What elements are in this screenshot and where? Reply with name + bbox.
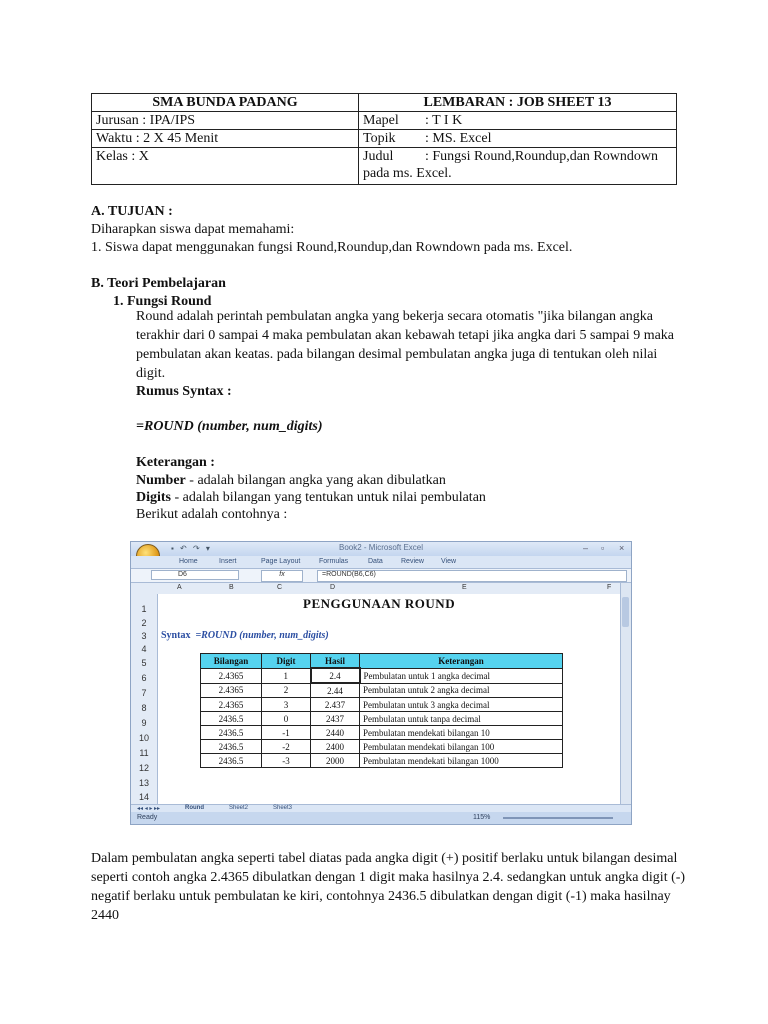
th-keterangan: Keterangan [360, 654, 563, 669]
cell-hasil: 2400 [311, 740, 360, 754]
row-13: 13 [138, 778, 149, 788]
row-14: 14 [138, 792, 149, 802]
table-row [201, 754, 563, 768]
mapel-cell [359, 112, 677, 130]
cell-keterangan: Pembulatan untuk 2 angka decimal [360, 683, 563, 698]
judul-value: : Fungsi Round,Roundup,dan Rowndown pada ms. Excel. [363, 149, 658, 181]
fungsi-round-heading: 1. Fungsi Round [113, 294, 212, 309]
sheet-tab-round: Round [185, 805, 204, 811]
section-a-heading: A. TUJUAN : [91, 204, 173, 219]
row-10: 10 [138, 733, 149, 743]
judul-label: Judul [363, 149, 394, 164]
tab-page-layout: Page Layout [261, 558, 301, 565]
cell-digit: 0 [262, 712, 311, 726]
rumus-label: Rumus Syntax : [136, 384, 232, 399]
sheet-tab-2: Sheet2 [229, 805, 249, 811]
row-2: 2 [141, 618, 147, 628]
status-ready: Ready [137, 814, 158, 821]
cell-keterangan: Pembulatan mendekati bilangan 1000 [360, 754, 563, 768]
cell-hasil-selected: 2.4 [311, 668, 360, 683]
closing-paragraph: Dalam pembulatan angka seperti tabel diatas pada angka digit (+) positif berlaku untuk bilangan desimal seperti contoh angka 2.4365 dibulatkan dengan 1 digit maka hasilnya 2.4. sedangkan untuk angka digit (-) negatif berlaku untuk pembulatan ke kiri, contohnya 2436.5 dibulatkan dengan digit (-1) maka hasilnay 2440 [91, 851, 686, 923]
syntax-text: =ROUND (number, num_digits) [136, 419, 323, 434]
sheet-tab-3: Sheet3 [273, 805, 293, 811]
row-6: 6 [141, 673, 147, 683]
ribbon-tabs [131, 556, 631, 568]
scroll-thumb [622, 597, 629, 627]
cell-keterangan: Pembulatan mendekati bilangan 100 [360, 740, 563, 754]
mapel-label: Mapel [363, 113, 399, 128]
th-hasil: Hasil [311, 654, 360, 669]
cell-bilangan: 2.4365 [201, 698, 262, 712]
row-headers [131, 594, 158, 804]
cell-bilangan: 2436.5 [201, 740, 262, 754]
cell-hasil: 2.437 [311, 698, 360, 712]
row-5: 5 [141, 658, 147, 668]
row-7: 7 [141, 688, 147, 698]
keterangan-label: Keterangan : [136, 455, 215, 470]
waktu-cell: Waktu : 2 X 45 Menit [92, 130, 359, 148]
cell-digit: -3 [262, 754, 311, 768]
table-row [201, 726, 563, 740]
mapel-value: : T I K [425, 113, 463, 128]
quick-access-toolbar: ▪ ↶ ↷ ▾ [171, 544, 212, 553]
row-1: 1 [141, 604, 147, 614]
sheet-heading: PENGGUNAAN ROUND [303, 596, 456, 611]
worksheet-grid [158, 594, 621, 804]
row-3: 3 [141, 631, 147, 641]
topik-value: : MS. Excel [425, 131, 492, 146]
example-intro: Berikut adalah contohnya : [136, 507, 288, 522]
col-b: B [229, 584, 234, 591]
zoom-level: 115% [473, 814, 491, 821]
kelas-cell: Kelas : X [92, 148, 359, 185]
cell-hasil: 2.44 [311, 683, 360, 698]
cell-bilangan: 2436.5 [201, 712, 262, 726]
cell-hasil: 2437 [311, 712, 360, 726]
round-table [200, 653, 563, 768]
sheet-syntax-value: =ROUND (number, num_digits) [195, 630, 329, 641]
cell-bilangan: 2.4365 [201, 683, 262, 698]
close-icon: × [619, 543, 625, 553]
cell-keterangan: Pembulatan mendekati bilangan 10 [360, 726, 563, 740]
jurusan-cell: Jurusan : IPA/IPS [92, 112, 359, 130]
excel-window-title: Book2 - Microsoft Excel [338, 543, 424, 552]
cell-bilangan: 2436.5 [201, 726, 262, 740]
excel-screenshot [130, 541, 632, 825]
number-desc: - adalah bilangan angka yang akan dibulatkan [185, 473, 446, 488]
row-9: 9 [141, 718, 147, 728]
table-row [201, 683, 563, 698]
header-table [91, 93, 677, 185]
section-a-item: 1. Siswa dapat menggunakan fungsi Round,Roundup,dan Rowndown pada ms. Excel. [91, 240, 573, 255]
zoom-slider [503, 817, 613, 819]
section-b-heading: B. Teori Pembelajaran [91, 276, 226, 291]
status-bar [131, 812, 631, 824]
tab-view: View [441, 558, 457, 565]
judul-cell [359, 148, 677, 185]
digits-term: Digits [136, 490, 171, 505]
maximize-icon: ▫ [601, 543, 605, 553]
col-e: E [462, 584, 467, 591]
cell-digit: -1 [262, 726, 311, 740]
sheet-nav-icons: ◂◂ ◂ ▸ ▸▸ [137, 806, 161, 812]
cell-hasil: 2000 [311, 754, 360, 768]
col-d: D [330, 584, 336, 591]
topik-label: Topik [363, 131, 396, 146]
section-a-intro: Diharapkan siswa dapat memahami: [91, 222, 295, 237]
tab-formulas: Formulas [319, 558, 349, 565]
col-a: A [177, 584, 182, 591]
tab-home: Home [179, 558, 198, 565]
number-term: Number [136, 473, 186, 488]
minimize-icon: – [583, 543, 589, 553]
school-name: SMA BUNDA PADANG [92, 94, 359, 112]
cell-keterangan: Pembulatan untuk 1 angka decimal [360, 668, 563, 683]
cell-bilangan: 2436.5 [201, 754, 262, 768]
cell-keterangan: Pembulatan untuk tanpa decimal [360, 712, 563, 726]
vertical-scrollbar [620, 583, 631, 804]
th-bilangan: Bilangan [201, 654, 262, 669]
row-11: 11 [139, 748, 149, 758]
table-row [201, 698, 563, 712]
table-row [201, 668, 563, 683]
table-row [201, 712, 563, 726]
tab-review: Review [401, 558, 424, 565]
cell-digit: 1 [262, 668, 311, 683]
cell-digit: 2 [262, 683, 311, 698]
name-box: D6 [151, 570, 239, 580]
formula-bar [131, 568, 631, 583]
excel-title-bar [131, 542, 631, 556]
fx-icon: fx [261, 570, 303, 582]
col-f: F [607, 584, 612, 591]
tab-data: Data [368, 558, 383, 565]
digits-desc: - adalah bilangan yang tentukan untuk nilai pembulatan [171, 490, 486, 505]
tab-insert: Insert [219, 558, 237, 565]
col-c: C [277, 584, 283, 591]
sheet-syntax-label: Syntax [161, 630, 191, 641]
sheet-title: LEMBARAN : JOB SHEET 13 [359, 94, 677, 112]
table-row [201, 740, 563, 754]
th-digit: Digit [262, 654, 311, 669]
sheet-syntax [161, 630, 329, 641]
topik-cell [359, 130, 677, 148]
round-paragraph: Round adalah perintah pembulatan angka yang bekerja secara otomatis "jika bilangan angka terakhir dari 0 sampai 4 maka pembulatan akan kebawah tetapi jika angka dari 5 sampai 9 maka pembulatan akan keatas. pada bilangan desimal pembulatan angka juga di tentukan oleh nilai digit. [136, 309, 675, 381]
cell-digit: 3 [262, 698, 311, 712]
row-4: 4 [141, 644, 147, 654]
row-8: 8 [141, 703, 147, 713]
cell-hasil: 2440 [311, 726, 360, 740]
cell-keterangan: Pembulatan untuk 3 angka decimal [360, 698, 563, 712]
row-12: 12 [138, 763, 149, 773]
cell-digit: -2 [262, 740, 311, 754]
cell-bilangan: 2.4365 [201, 668, 262, 683]
formula-input: =ROUND(B6,C6) [317, 570, 627, 582]
